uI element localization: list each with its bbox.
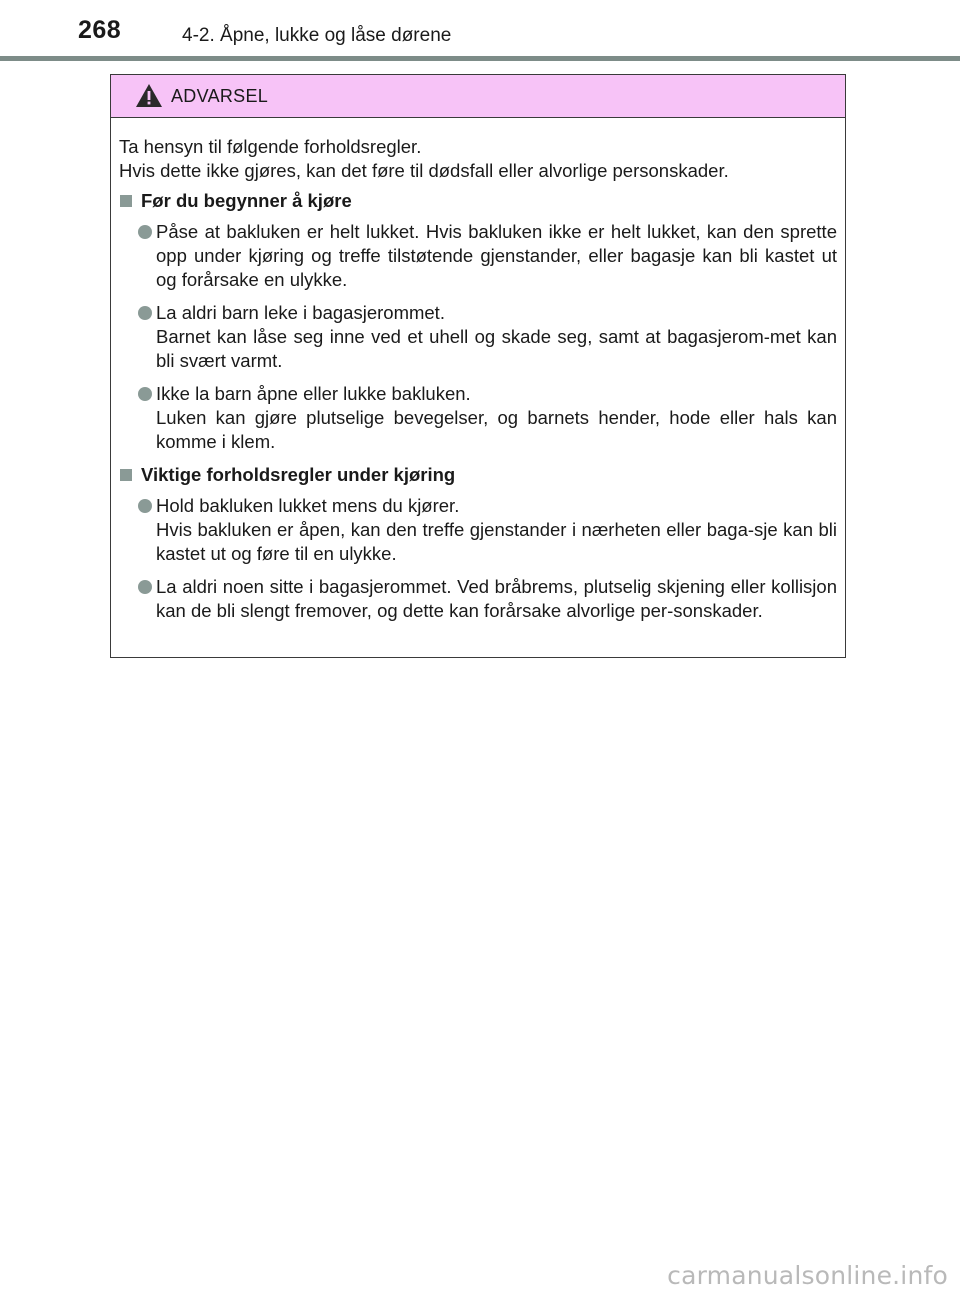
section-title: 4-2. Åpne, lukke og låse dørene — [182, 25, 452, 46]
warning-intro — [119, 135, 837, 183]
intro-line: Hvis dette ikke gjøres, kan det føre til dødsfall eller alvorlige personskader. — [119, 160, 729, 181]
list-item — [119, 301, 837, 373]
square-bullet-icon — [120, 195, 132, 207]
intro-line: Ta hensyn til følgende forholdsregler. — [119, 136, 422, 157]
page-number: 268 — [78, 16, 122, 44]
list-item — [119, 382, 837, 454]
section-heading-text: Før du begynner å kjøre — [141, 190, 352, 211]
bullet-detail: Barnet kan låse seg inne ved et uhell og skade seg, samt at bagasjerom-met kan bli svært varmt. — [156, 326, 837, 371]
bullet-text: La aldri barn leke i bagasjerommet. — [156, 302, 445, 323]
circle-bullet-icon — [138, 306, 152, 320]
bullet-text: La aldri noen sitte i bagasjerommet. Ved bråbrems, plutselig skjening eller kollisjon kan de bli slengt fremover, og dette kan forårsake alvorlige per-sonskader. — [156, 576, 837, 621]
bullet-detail: Hvis bakluken er åpen, kan den treffe gjenstander i nærheten eller baga-sje kan bli kastet ut og føre til en ulykke. — [156, 519, 837, 564]
bullet-text: Påse at bakluken er helt lukket. Hvis bakluken ikke er helt lukket, kan den sprette opp under kjøring og treffe tilstøtende gjenstander, eller bagasje kan bli kastet ut og forårsake en ulykke. — [156, 221, 837, 290]
list-item — [119, 494, 837, 566]
warning-title: ADVARSEL — [171, 86, 269, 106]
square-bullet-icon — [120, 469, 132, 481]
list-item — [119, 220, 837, 292]
circle-bullet-icon — [138, 499, 152, 513]
warning-header — [111, 75, 845, 118]
section-heading — [119, 463, 837, 487]
section-heading — [119, 189, 837, 213]
bullet-text: Hold bakluken lukket mens du kjører. — [156, 495, 460, 516]
circle-bullet-icon — [138, 387, 152, 401]
watermark: carmanualsonline.info — [667, 1261, 948, 1290]
bullet-text: Ikke la barn åpne eller lukke bakluken. — [156, 383, 471, 404]
warning-body — [111, 118, 845, 623]
circle-bullet-icon — [138, 225, 152, 239]
warning-box — [110, 74, 846, 658]
warning-triangle-icon — [135, 83, 163, 108]
circle-bullet-icon — [138, 580, 152, 594]
section-heading-text: Viktige forholdsregler under kjøring — [141, 464, 456, 485]
list-item — [119, 575, 837, 623]
page-header — [0, 0, 960, 64]
bullet-detail: Luken kan gjøre plutselige bevegelser, og barnets hender, hode eller hals kan komme i klem. — [156, 407, 837, 452]
header-divider — [0, 56, 960, 61]
